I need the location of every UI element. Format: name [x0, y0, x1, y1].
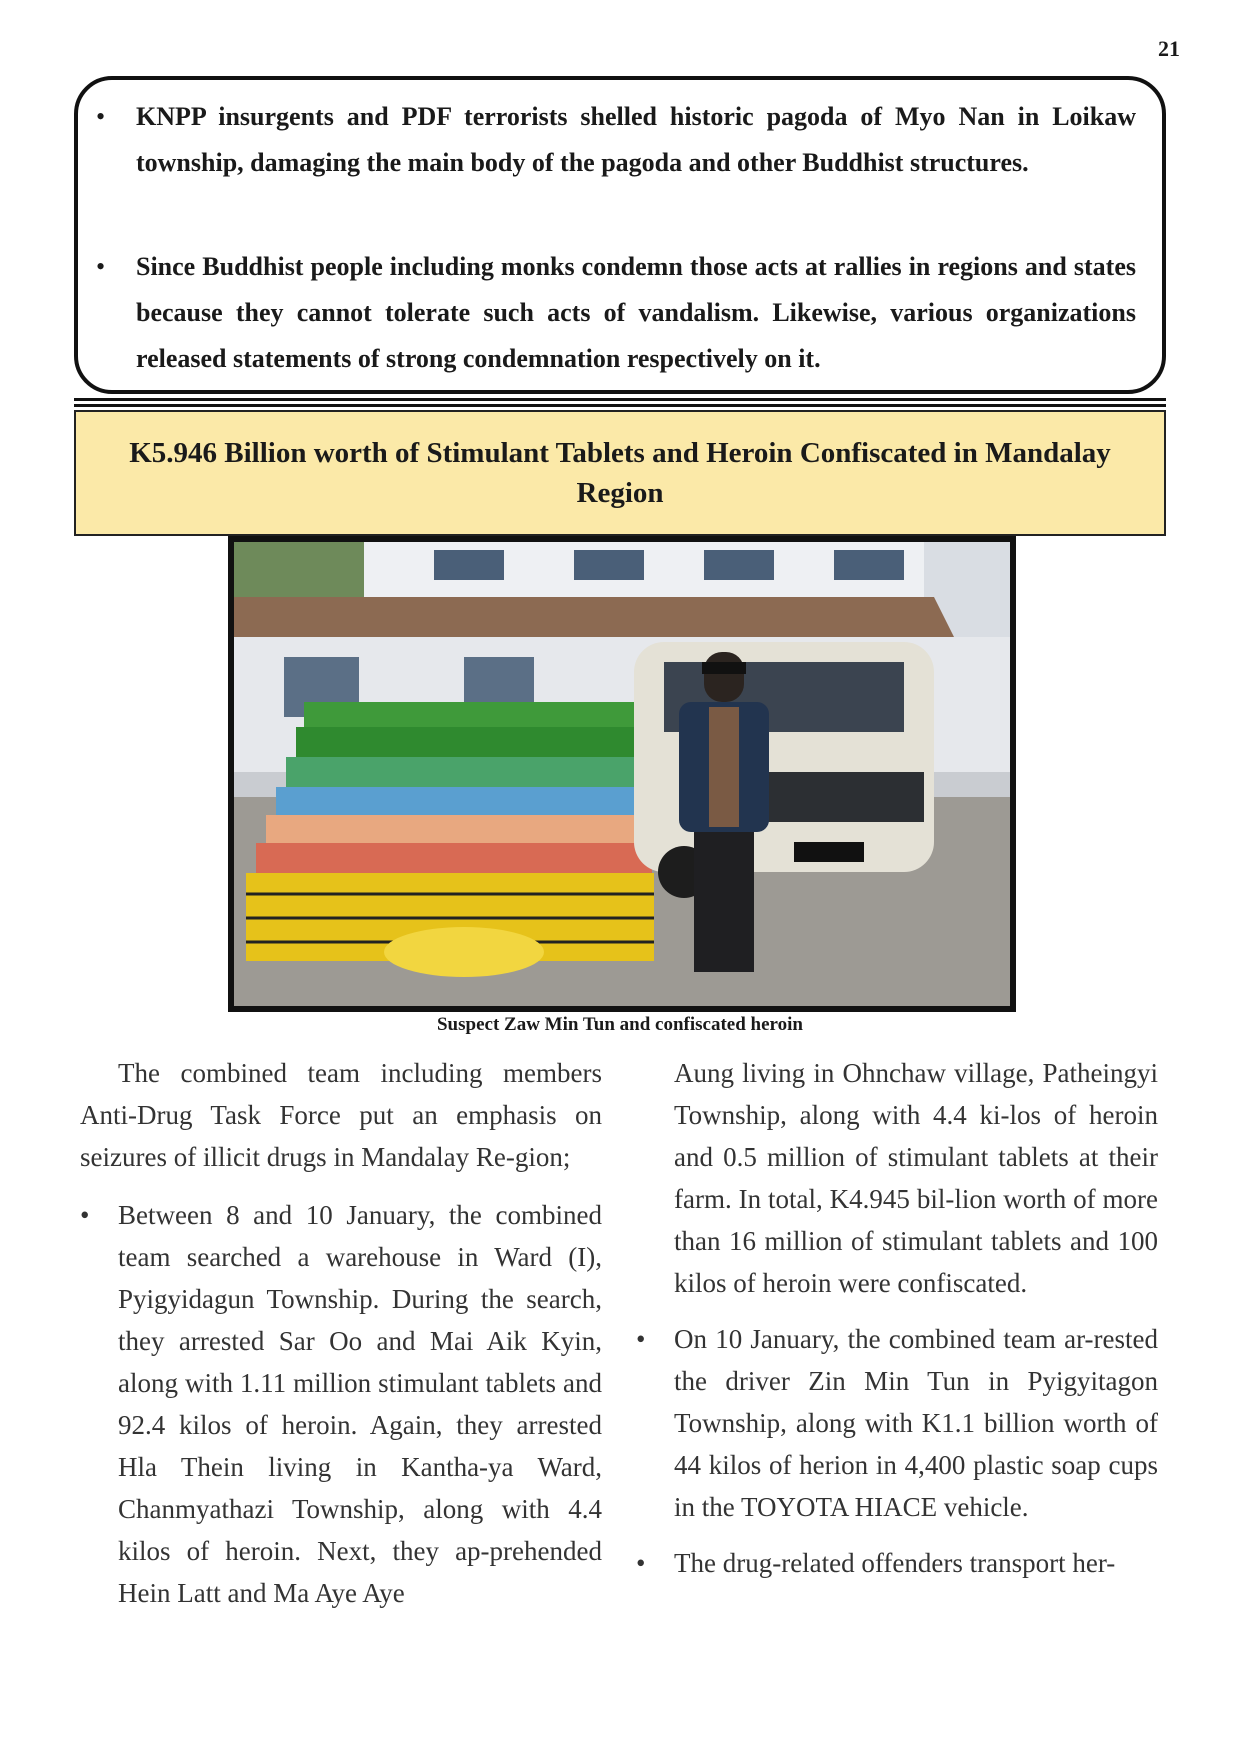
- news-photo: [228, 536, 1016, 1012]
- divider-rule: [74, 404, 1166, 407]
- bullet-paragraph: • On 10 January, the combined team ar-rested the driver Zin Min Tun in Pyigyitagon Township, along with K1.1 billion worth of 44 kilos of herion in 4,400 plastic soap cups in the TOYOTA HIACE vehicle.: [636, 1318, 1158, 1528]
- photo-illustration: [234, 542, 1010, 1006]
- intro-paragraph: The combined team including members Anti-Drug Task Force put an emphasis on seizures of illicit drugs in Mandalay Re-gion;: [80, 1058, 602, 1172]
- highlight-bullet: • KNPP insurgents and PDF terrorists shelled historic pagoda of Myo Nan in Loikaw township, damaging the main body of the pagoda and other Buddhist structures.: [136, 94, 1136, 186]
- continuation-paragraph: Aung living in Ohnchaw village, Patheingyi Township, along with 4.4 ki-los of heroin and 0.5 million of stimulant tablets at their farm. In total, K4.945 bil-lion worth of more than 16 million of stimulant tablets and 100 kilos of heroin were confiscated.: [674, 1058, 1158, 1298]
- right-column: [636, 1052, 1158, 1584]
- bullet-paragraph: • Between 8 and 10 January, the combined team searched a warehouse in Ward (I), Pyigyidagun Township. During the search, they arrested Sar Oo and Mai Aik Kyin, along with 1.11 million stimulant tablets and 92.4 kilos of heroin. Again, they arrested Hla Thein living in Kantha-ya Ward, Chanmyathazi Township, along with 4.4 kilos of heroin. Next, they ap-prehended Hein Latt and Ma Aye Aye: [80, 1194, 602, 1614]
- article-headline: K5.946 Billion worth of Stimulant Tablets and Heroin Confiscated in Mandalay Region: [74, 410, 1166, 536]
- photo-caption: Suspect Zaw Min Tun and confiscated heroin: [436, 1014, 803, 1035]
- highlight-box: [74, 76, 1166, 394]
- highlight-bullet: • Since Buddhist people including monks condemn those acts at rallies in regions and states because they cannot tolerate such acts of vandalism. Likewise, various organizations released statements of strong condemnation respectively on it.: [136, 244, 1136, 382]
- bullet-paragraph: • The drug-related offenders transport her-: [636, 1542, 1158, 1584]
- page-number: 21: [1158, 36, 1180, 61]
- left-column: [80, 1052, 602, 1614]
- divider-rule: [74, 398, 1166, 401]
